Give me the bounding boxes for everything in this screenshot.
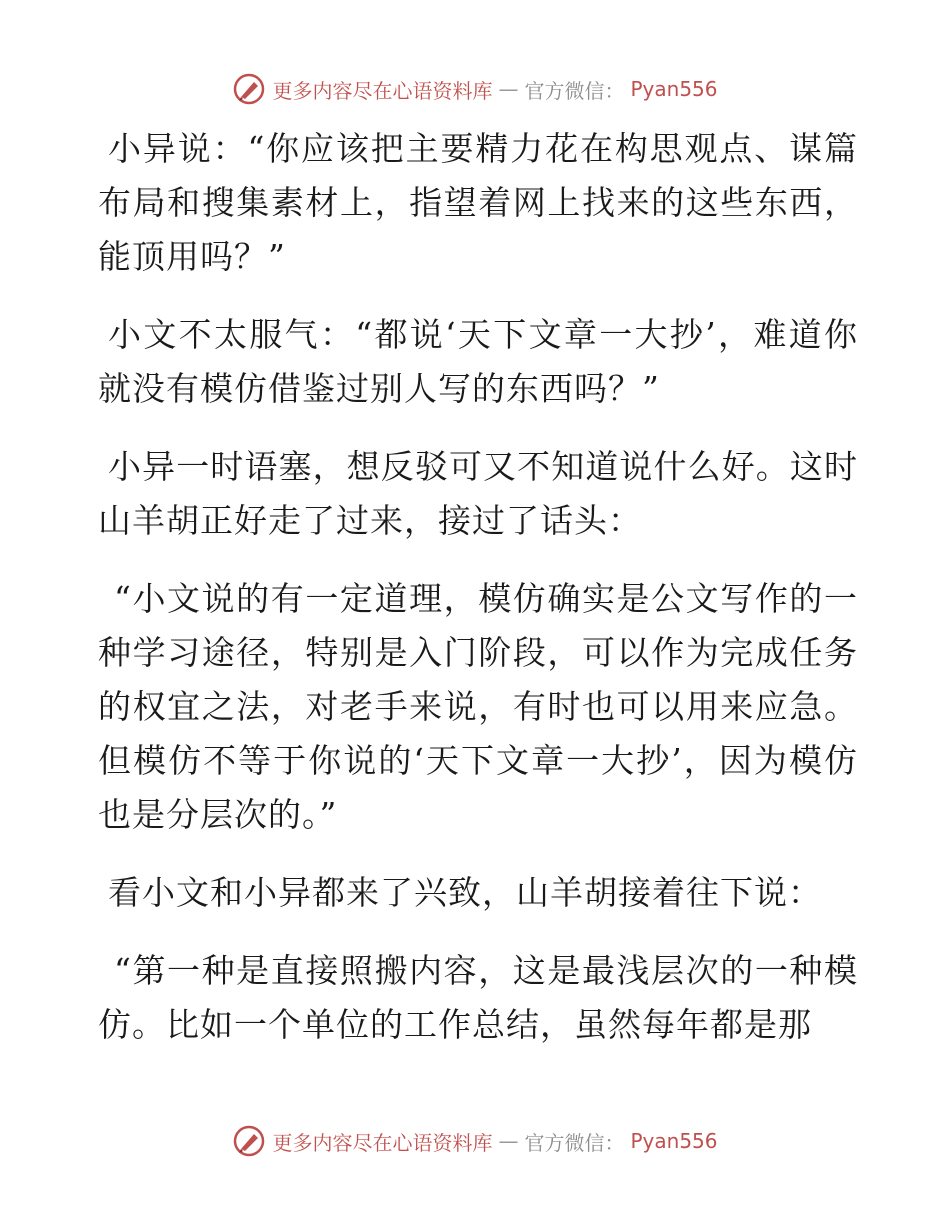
watermark-dash: — — [498, 1129, 519, 1153]
paragraph-6: “第一种是直接照搬内容，这是最浅层次的一种模仿。比如一个单位的工作总结，虽然每年都是那 — [98, 951, 858, 1044]
watermark-dash: — — [498, 77, 519, 101]
paragraph-1: 小异说：“你应该把主要精力花在构思观点、谋篇布局和搜集素材上，指望着网上找来的这些东西，能顶用吗？” — [98, 129, 858, 276]
paragraph-5: 看小文和小异都来了兴致，山羊胡接着往下说： — [108, 873, 822, 912]
watermark-wechat-id: Pyan556 — [630, 77, 718, 101]
document-body — [98, 122, 858, 1076]
paragraph-4: “小文说的有一定道理，模仿确实是公文写作的一种学习途径，特别是入门阶段，可以作为完成任务的权宜之法，对老手来说，有时也可以用来应急。但模仿不等于你说的‘天下文章一大抄’，因为模仿也是分层次的。” — [98, 579, 858, 834]
watermark-official-label: 官方微信： — [524, 78, 625, 103]
watermark-wechat-id: Pyan556 — [630, 1129, 718, 1153]
paragraph-2: 小文不太服气：“都说‘天下文章一大抄’，难道你就没有模仿借鉴过别人写的东西吗？” — [98, 315, 858, 408]
footer-watermark — [0, 1124, 950, 1158]
watermark-official-label: 官方微信： — [524, 1130, 625, 1155]
pen-nib-logo-icon — [232, 72, 266, 106]
header-watermark — [0, 72, 950, 106]
paragraph-3: 小异一时语塞，想反驳可又不知道说什么好。这时山羊胡正好走了过来，接过了话头： — [98, 447, 858, 540]
watermark-site-text: 更多内容尽在心语资料库 — [272, 1130, 493, 1155]
pen-nib-logo-icon — [232, 1124, 266, 1158]
watermark-site-text: 更多内容尽在心语资料库 — [272, 78, 493, 103]
